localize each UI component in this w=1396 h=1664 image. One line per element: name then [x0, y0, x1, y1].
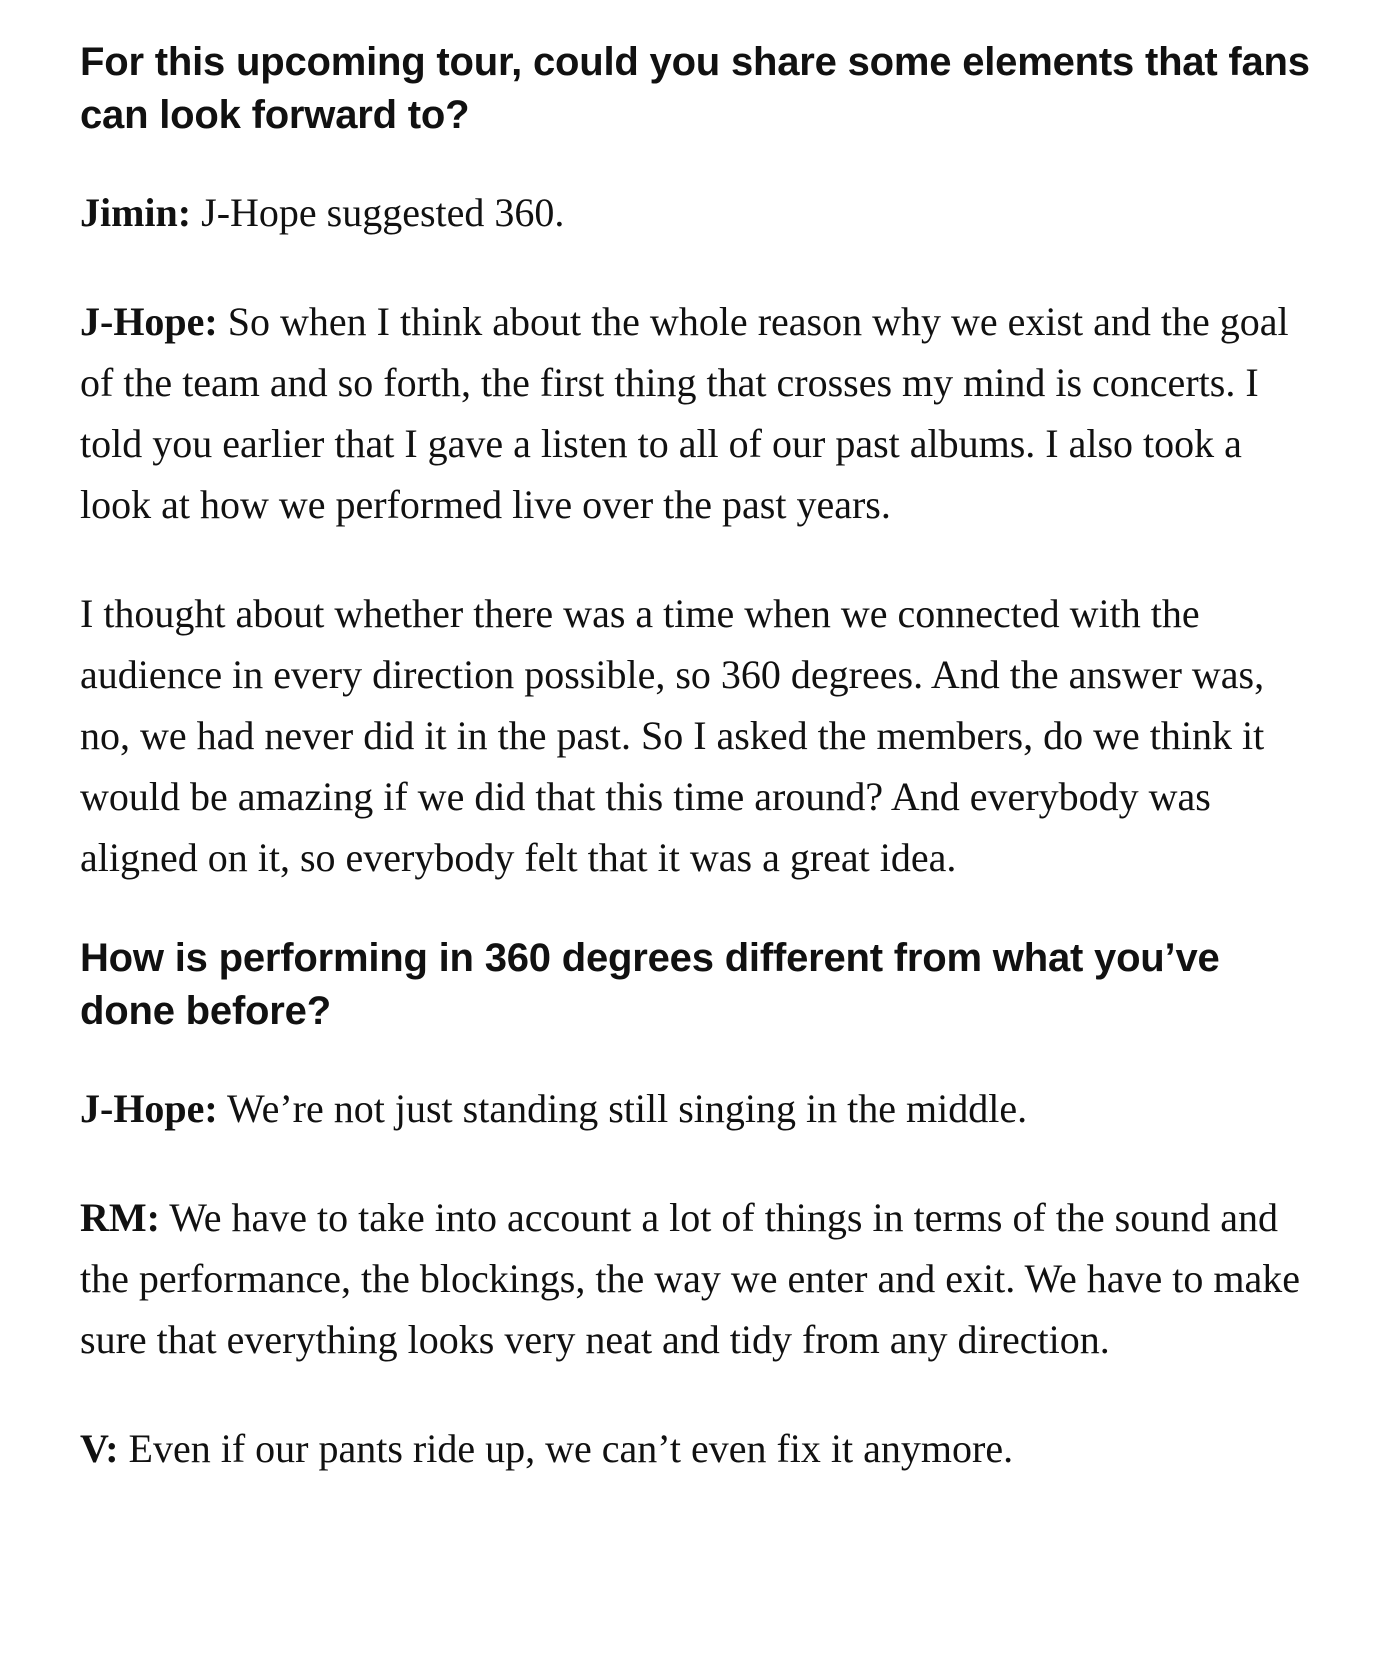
- answer-jhope: [80, 291, 1320, 535]
- answer-text: We have to take into account a lot of things in terms of the sound and the performance, the blockings, the way we enter and exit. We have to make sure that everything looks very neat and tidy from any direction.: [80, 1195, 1301, 1362]
- answer-text: Even if our pants ride up, we can’t even fix it anymore.: [118, 1426, 1014, 1471]
- answer-jhope-continued: [80, 583, 1320, 888]
- answer-text: So when I think about the whole reason why we exist and the goal of the team and so forth, the first thing that crosses my mind is concerts. I told you earlier that I gave a listen to all of our past albums. I also took a look at how we performed live over the past years.: [80, 299, 1289, 527]
- speaker-name: J-Hope:: [80, 299, 218, 344]
- speaker-name: Jimin:: [80, 190, 192, 235]
- speaker-name: RM:: [80, 1195, 160, 1240]
- answer-v: [80, 1418, 1320, 1479]
- answer-rm: [80, 1187, 1320, 1370]
- speaker-name: J-Hope:: [80, 1086, 218, 1131]
- answer-jimin: [80, 182, 1320, 243]
- answer-text: J-Hope suggested 360.: [191, 190, 565, 235]
- interview-question-1: For this upcoming tour, could you share some elements that fans can look forward to?: [80, 40, 1310, 137]
- interview-question-2: How is performing in 360 degrees different from what you’ve done before?: [80, 936, 1220, 1033]
- answer-jhope: [80, 1078, 1320, 1139]
- answer-text: I thought about whether there was a time when we connected with the audience in every direction possible, so 360 degrees. And the answer was, no, we had never did it in the past. So I asked the members, do we think it would be amazing if we did that this time around? And everybody was aligned on it, so everybody felt that it was a great idea.: [80, 591, 1265, 880]
- speaker-name: V:: [80, 1426, 119, 1471]
- answer-text: We’re not just standing still singing in the middle.: [217, 1086, 1028, 1131]
